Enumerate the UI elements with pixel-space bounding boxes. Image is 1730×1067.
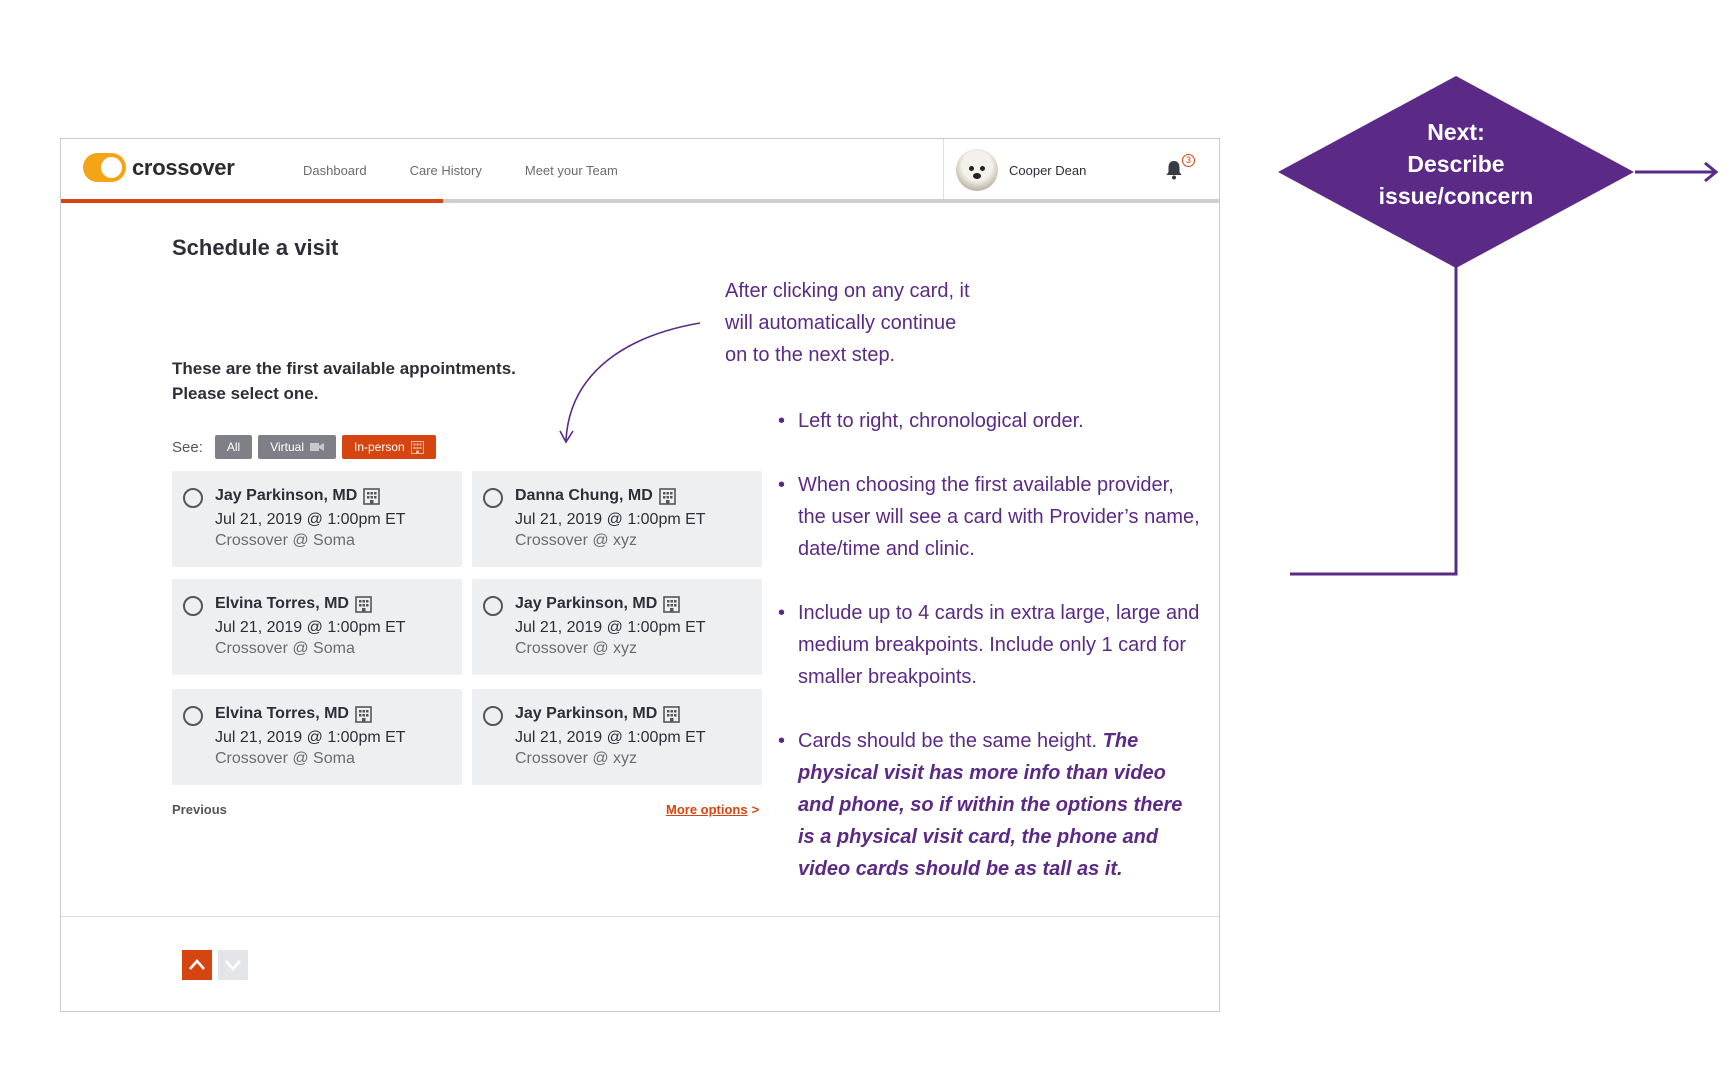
user-name[interactable]: Cooper Dean (1009, 163, 1087, 178)
clinic-name: Crossover @ xyz (515, 532, 638, 549)
provider-name: Elvina Torres, MD (215, 595, 349, 612)
chevron-down-icon (218, 950, 248, 980)
next-step-decision (1276, 74, 1636, 270)
card-radio[interactable] (483, 596, 503, 616)
provider-name-row (515, 595, 680, 613)
scroll-up-button[interactable] (182, 950, 212, 980)
appointment-card[interactable] (472, 689, 762, 785)
appointment-datetime: Jul 21, 2019 @ 1:00pm ET (215, 729, 406, 746)
logo[interactable] (83, 153, 234, 182)
building-icon (411, 441, 424, 454)
callout-line-3: on to the next step. (725, 344, 896, 366)
clinic-name: Crossover @ xyz (515, 640, 638, 657)
nav-dashboard[interactable]: Dashboard (303, 163, 367, 178)
progress-track (61, 199, 1219, 203)
more-options-link[interactable] (666, 802, 759, 817)
provider-name-row (215, 705, 372, 723)
clinic-name: Crossover @ xyz (515, 750, 638, 767)
card-radio[interactable] (183, 706, 203, 726)
building-icon (363, 488, 380, 505)
clinic-name: Crossover @ Soma (215, 750, 355, 767)
provider-name-row (215, 487, 380, 505)
card-radio[interactable] (183, 596, 203, 616)
next-step-label (1276, 116, 1636, 212)
intro-text (172, 356, 516, 406)
building-icon (355, 706, 372, 723)
intro-line-2: Please select one. (172, 384, 319, 403)
user-menu[interactable] (943, 139, 1220, 200)
appointment-datetime: Jul 21, 2019 @ 1:00pm ET (515, 619, 706, 636)
filter-virtual-chip[interactable] (258, 435, 336, 459)
filter-all-label: All (226, 440, 241, 454)
annotation-callout (725, 275, 1005, 371)
more-options-arrow: > (751, 802, 760, 817)
chevron-up-icon (182, 950, 212, 980)
nav-meet-your-team[interactable]: Meet your Team (524, 163, 618, 178)
building-icon (663, 706, 680, 723)
previous-link[interactable]: Previous (172, 802, 227, 817)
annotation-note: • Left to right, chronological order. (798, 405, 1203, 437)
notification-badge: 3 (1182, 154, 1195, 167)
page-title: Schedule a visit (172, 235, 339, 260)
annotation-note (798, 725, 1203, 885)
card-radio[interactable] (483, 706, 503, 726)
appointment-card[interactable] (472, 579, 762, 675)
filter-virtual-label: Virtual (270, 440, 304, 454)
top-navbar (61, 139, 1219, 202)
more-options-label: More options (666, 802, 748, 817)
video-camera-icon (310, 442, 324, 452)
main-nav (303, 163, 618, 178)
intro-line-1: These are the first available appointments. (172, 359, 516, 378)
filter-in-person-chip[interactable] (342, 435, 436, 459)
note-plain: Cards should be the same height. (798, 730, 1098, 752)
next-line-3: issue/concern (1378, 183, 1534, 209)
progress-fill (61, 199, 443, 203)
appointment-datetime: Jul 21, 2019 @ 1:00pm ET (215, 511, 406, 528)
logo-mark-icon (83, 153, 126, 182)
avatar[interactable] (956, 149, 998, 191)
annotation-curved-arrow (550, 315, 710, 450)
appointment-datetime: Jul 21, 2019 @ 1:00pm ET (515, 729, 706, 746)
clinic-name: Crossover @ Soma (215, 532, 355, 549)
callout-line-2: will automatically continue (725, 312, 957, 334)
provider-name-row (215, 595, 372, 613)
annotation-notes (798, 405, 1203, 917)
provider-name: Elvina Torres, MD (215, 705, 349, 722)
building-icon (663, 596, 680, 613)
appointment-card[interactable] (172, 689, 462, 785)
building-icon (355, 596, 372, 613)
callout-line-1: After clicking on any card, it (725, 280, 970, 302)
annotation-note: • Include up to 4 cards in extra large, large and medium breakpoints. Include only 1 card for smaller breakpoints. (798, 597, 1203, 693)
filter-in-person-label: In-person (354, 440, 405, 454)
provider-name: Danna Chung, MD (515, 487, 653, 504)
appointment-datetime: Jul 21, 2019 @ 1:00pm ET (215, 619, 406, 636)
annotation-note: • When choosing the first available provider, the user will see a card with Provider’s name, date/time and clinic. (798, 469, 1203, 565)
provider-name-row (515, 705, 680, 723)
next-line-2: Describe (1407, 151, 1505, 177)
appointment-card[interactable] (172, 471, 462, 567)
provider-name: Jay Parkinson, MD (515, 595, 658, 612)
clinic-name: Crossover @ Soma (215, 640, 355, 657)
appointment-datetime: Jul 21, 2019 @ 1:00pm ET (515, 511, 706, 528)
logo-text: crossover (132, 154, 235, 180)
card-radio[interactable] (483, 488, 503, 508)
appointment-card[interactable] (172, 579, 462, 675)
note-emphasis: The physical visit has more info than video and phone, so if within the options there is a physical visit card, the phone and video cards should be as tall as it. (798, 730, 1183, 880)
visit-type-filter (172, 435, 436, 459)
filter-label: See: (172, 438, 203, 456)
building-icon (659, 488, 676, 505)
provider-name: Jay Parkinson, MD (215, 487, 358, 504)
appointment-card[interactable] (472, 471, 762, 567)
filter-all-chip[interactable] (215, 435, 252, 459)
next-line-1: Next: (1427, 119, 1485, 145)
card-radio[interactable] (183, 488, 203, 508)
scroll-down-button[interactable] (218, 950, 248, 980)
nav-care-history[interactable]: Care History (409, 163, 482, 178)
provider-name-row (515, 487, 676, 505)
bell-icon[interactable] (1164, 159, 1184, 181)
provider-name: Jay Parkinson, MD (515, 705, 658, 722)
